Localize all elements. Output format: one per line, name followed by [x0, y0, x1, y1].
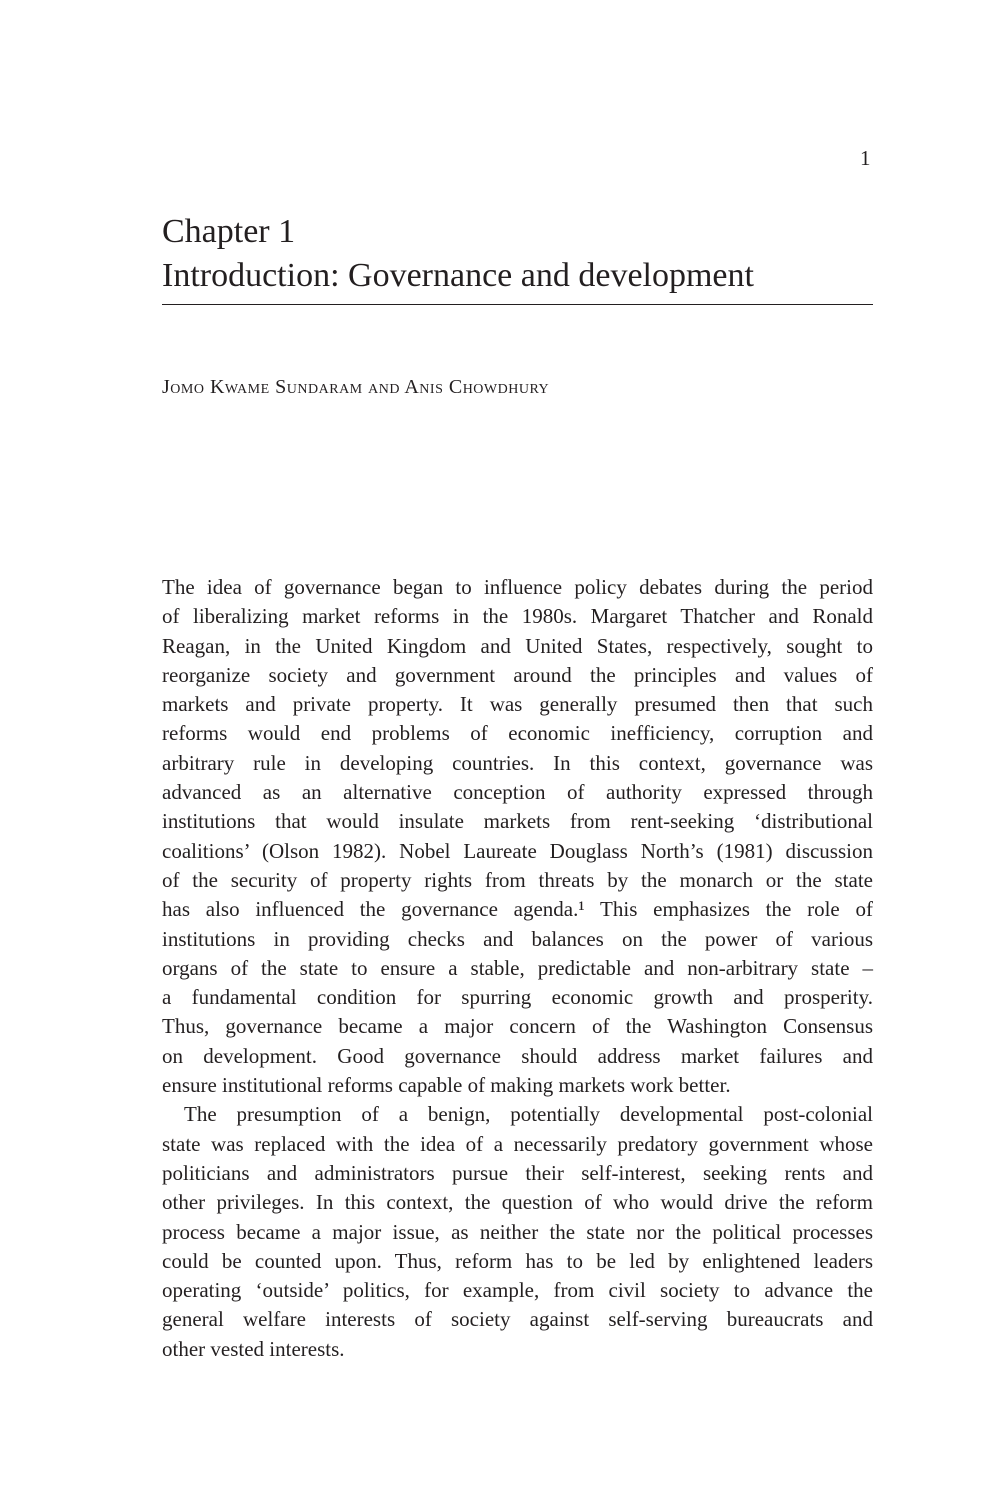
text-line: The idea of governance began to influence policy debates during the period: [162, 575, 873, 599]
text-line: general welfare interests of society against self-serving bureaucrats and: [162, 1307, 873, 1332]
text-line: of the security of property rights from threats by the monarch or the state: [162, 867, 873, 892]
text-line: on development. Good governance should address market failures and: [162, 1043, 873, 1068]
text-line: other vested interests.: [162, 1336, 345, 1361]
chapter-label: Chapter 1: [162, 213, 296, 250]
paragraph: [162, 573, 873, 1100]
text-line: other privileges. In this context, the question of who would drive the reform: [162, 1190, 873, 1215]
text-line: institutions in providing checks and balances on the power of various: [162, 926, 873, 951]
text-line: has also influenced the governance agenda.¹ This emphasizes the role of: [162, 897, 873, 922]
chapter-title: Introduction: Governance and development: [162, 257, 754, 294]
text-line: ensure institutional reforms capable of making markets work better.: [162, 1073, 731, 1098]
text-line: a fundamental condition for spurring economic growth and prosperity.: [162, 985, 873, 1010]
text-line: markets and private property. It was generally presumed then that such: [162, 692, 873, 717]
text-line: Thus, governance became a major concern of the Washington Consensus: [162, 1014, 873, 1039]
page-number: 1: [860, 146, 871, 170]
chapter-heading: [162, 210, 873, 305]
text-line: reforms would end problems of economic inefficiency, corruption and: [162, 721, 873, 746]
text-line: The presumption of a benign, potentially developmental post-colonial: [184, 1102, 873, 1127]
text-line: coalitions’ (Olson 1982). Nobel Laureate Douglass North’s (1981) discussion: [162, 838, 873, 863]
text-line: reorganize society and government around the principles and values of: [162, 662, 873, 687]
text-line: operating ‘outside’ politics, for example, from civil society to advance the: [162, 1278, 873, 1303]
text-line: arbitrary rule in developing countries. In this context, governance was: [162, 750, 873, 775]
text-line: institutions that would insulate markets from rent-seeking ‘distributional: [162, 809, 873, 834]
paragraph: [162, 1100, 873, 1364]
text-line: state was replaced with the idea of a necessarily predatory government whose: [162, 1131, 873, 1156]
text-line: politicians and administrators pursue their self-interest, seeking rents and: [162, 1160, 873, 1185]
text-line: organs of the state to ensure a stable, predictable and non-arbitrary state –: [162, 955, 873, 980]
text-line: could be counted upon. Thus, reform has to be led by enlightened leaders: [162, 1248, 873, 1273]
text-line: advanced as an alternative conception of authority expressed through: [162, 780, 873, 805]
text-line: process became a major issue, as neither the state nor the political processes: [162, 1219, 873, 1244]
body-text: [162, 573, 873, 1364]
chapter-authors: Jomo Kwame Sundaram and Anis Chowdhury: [162, 376, 550, 398]
text-line: Reagan, in the United Kingdom and United States, respectively, sought to: [162, 633, 873, 658]
text-line: of liberalizing market reforms in the 1980s. Margaret Thatcher and Ronald: [162, 604, 873, 629]
